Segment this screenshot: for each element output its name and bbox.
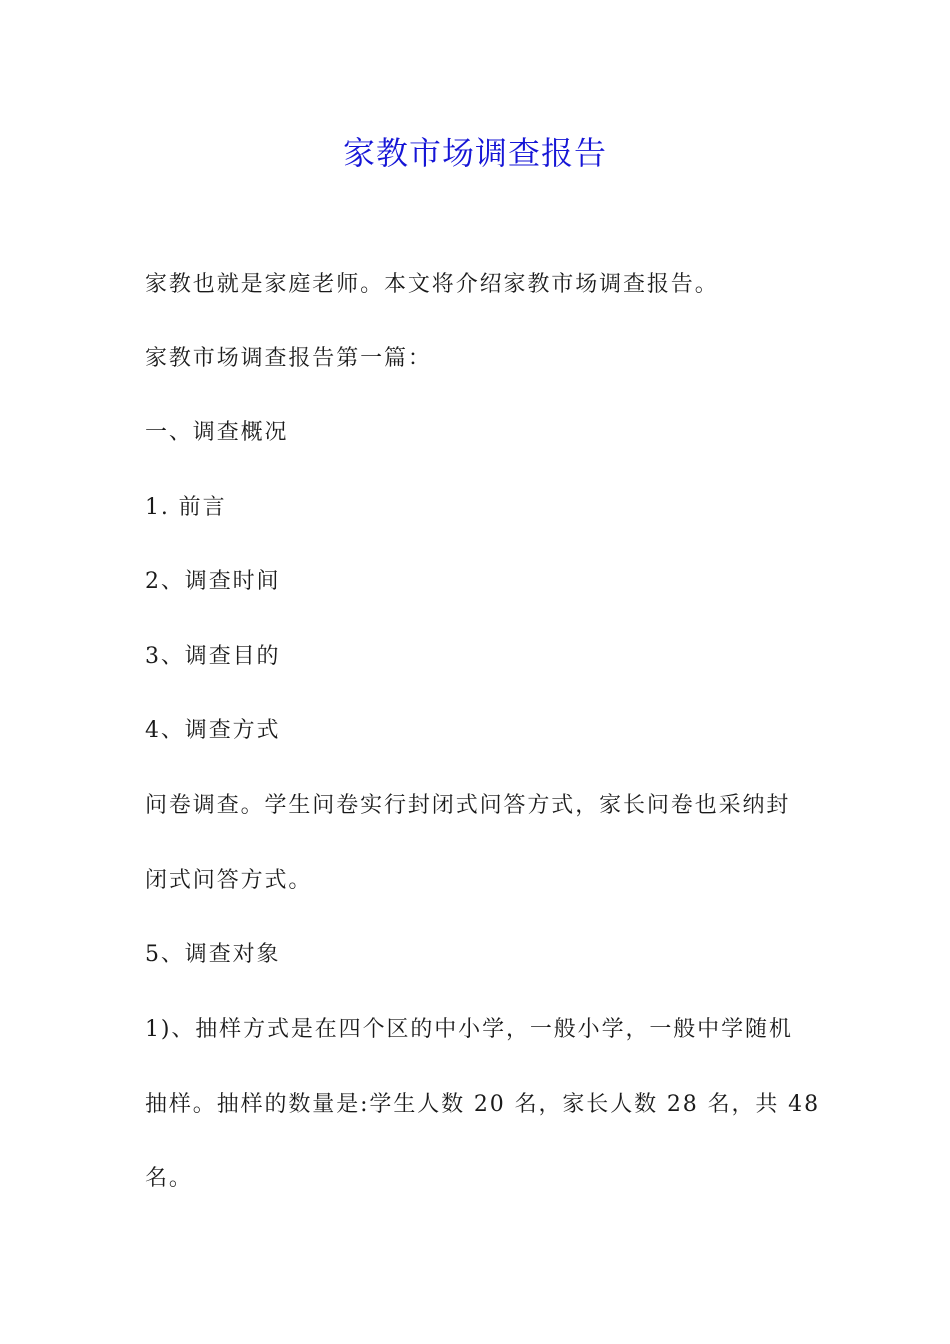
item-survey-method: 4、调查方式 bbox=[145, 718, 281, 743]
item-survey-subjects: 5、调查对象 bbox=[145, 942, 281, 967]
paragraph-intro: 家教也就是家庭老师。本文将介绍家教市场调查报告。 bbox=[145, 272, 719, 297]
item-survey-purpose: 3、调查目的 bbox=[145, 644, 281, 669]
paragraph-first-part-heading: 家教市场调查报告第一篇： bbox=[145, 346, 432, 371]
section-heading-overview: 一、调查概况 bbox=[145, 420, 289, 445]
paragraph-method-line-2: 闭式问答方式。 bbox=[145, 868, 313, 893]
item-survey-time: 2、调查时间 bbox=[145, 569, 281, 594]
item-preface: 1. 前言 bbox=[145, 495, 227, 520]
paragraph-sampling-line-1: 1)、抽样方式是在四个区的中小学，一般小学，一般中学随机 bbox=[145, 1017, 793, 1042]
paragraph-sampling-line-3: 名。 bbox=[145, 1166, 193, 1191]
paragraph-method-line-1: 问卷调查。学生问卷实行封闭式问答方式，家长问卷也采纳封 bbox=[145, 793, 791, 818]
paragraph-sampling-line-2: 抽样。抽样的数量是:学生人数 20 名，家长人数 28 名，共 48 bbox=[145, 1092, 820, 1117]
document-title: 家教市场调查报告 bbox=[342, 134, 607, 172]
